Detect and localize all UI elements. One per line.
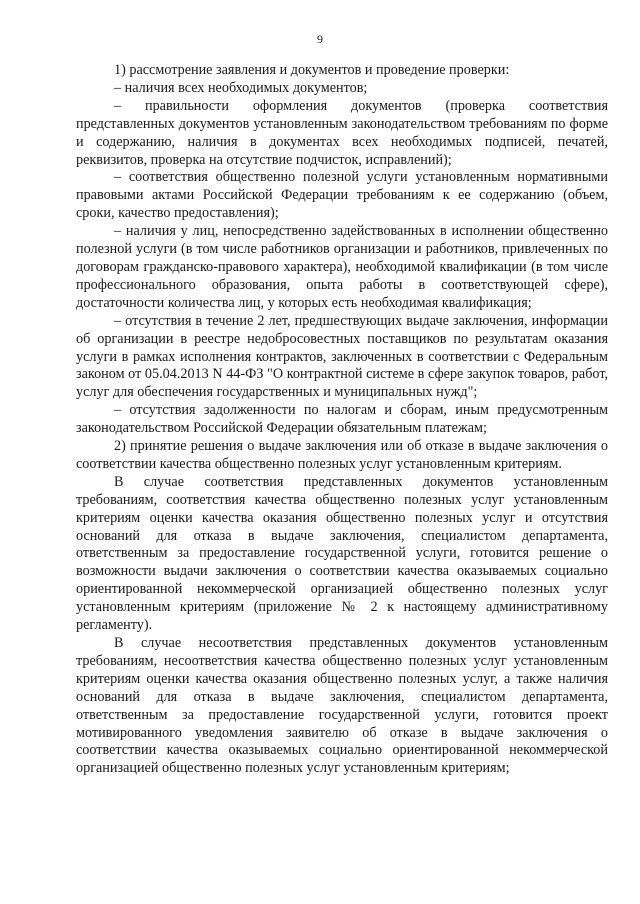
paragraph-refusal-decision: В случае несоответствия представленных документов установленным требованиям, несоответствия качества общественно полезных услуг установленным критериям оценки качества оказания общественно полезных услуг, а также наличия оснований для отказа в выдаче заключения, специалистом департамента, ответственным за предоставление государственной услуги, готовится проект мотивированного уведомления заявителю об отказе в выдаче заключения о соответствии качества оказываемых социально ориентированной некоммерческой организацией общественно полезных услуг установленным критериям; (76, 635, 608, 777)
paragraph-positive-decision: В случае соответствия представленных документов установленным требованиям, соответствия качества общественно полезных услуг установленным критериям оценки качества оказания общественно полезных услуг и отсутствия оснований для отказа в выдаче заключения, специалистом департамента, ответственным за предоставление государственной услуги, готовится решение о возможности выдачи заключения о соответствии качества оказываемых социально ориентированной некоммерческой организацией общественно полезных услуг установленным критериям (приложение № 2 к настоящему административному регламенту). (76, 473, 608, 634)
paragraph-review-step: 1) рассмотрение заявления и документов и проведение проверки: (114, 62, 510, 78)
paragraph-documents-presence: – наличия всех необходимых документов; (114, 79, 368, 96)
paragraph-documents-correctness: – правильности оформления документов (проверка соответствия представленных документов установленным законодательством требованиям по форме и содержанию, наличия в документах всех необходимых подписей, печатей, реквизитов, проверка на отсутствие подчисток, исправлений); (76, 97, 608, 168)
paragraph-decision-step: 2) принятие решения о выдаче заключения или об отказе в выдаче заключения о соответствии качества общественно полезных услуг установленным критериям. (76, 438, 608, 472)
paragraph-unreliable-suppliers: – отсутствия в течение 2 лет, предшествующих выдаче заключения, информации об организации в реестре недобросовестных поставщиков по результатам оказания услуги в рамках исполнения контрактов, заключенных в соответствии с Федеральным законом от 05.04.2013 N 44-ФЗ "О контрактной системе в сфере закупок товаров, работ, услуг для обеспечения государственных и муниципальных нужд"; (76, 312, 608, 401)
document-body (76, 62, 608, 778)
paragraph-tax-debt: – отсутствия задолженности по налогам и сборам, иным предусмотренным законодательством Российской Федерации обязательным платежам; (76, 402, 608, 437)
paragraph-staff-qualification: – наличия у лиц, непосредственно задействованных в исполнении общественно полезной услуги (в том числе работников организации и работников, привлеченных по договорам гражданско-правового характера), необходимой квалификации (в том числе профессионального образования, опыта работы в соответствующей сфере), достаточности количества лиц, у которых есть необходимая квалификация; (76, 223, 608, 311)
paragraph-service-compliance: – соответствия общественно полезной услуги установленным нормативными правовыми актами Российской Федерации требованиям к ее содержанию (объем, сроки, качество предоставления); (76, 169, 608, 222)
page-number: 9 (317, 32, 323, 46)
